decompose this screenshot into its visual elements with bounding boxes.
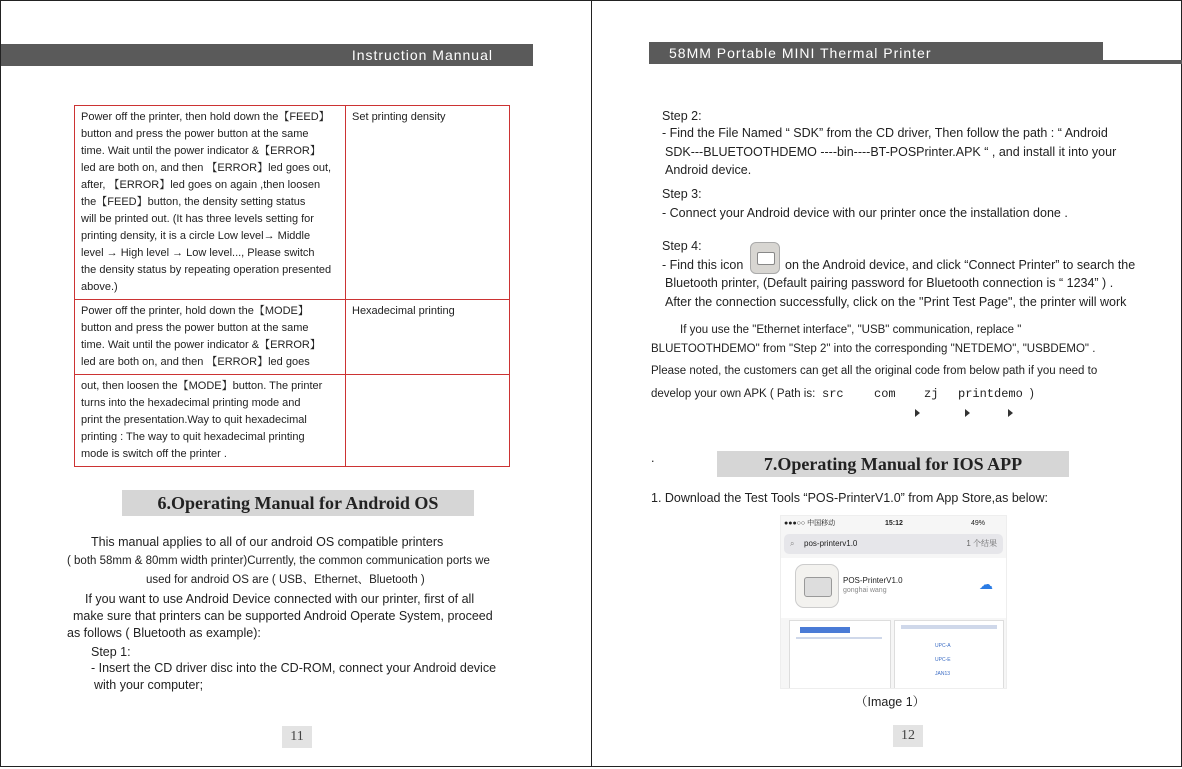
left-header-bar [1,44,533,66]
stray-dot: . [651,451,655,465]
ethernet-line: If you use the "Ethernet interface", "USB" communication, replace " [680,324,1022,336]
path-printdemo: printdemo [958,387,1023,401]
table-line: button and press the power button at the same [81,128,309,140]
barcode-type-item: UPC-A [935,643,951,649]
step2-label: Step 2: [662,109,702,123]
android-para-line: make sure that printers can be supported Android Operate System, proceed [73,609,493,623]
barcode-type-item: UPC-E [935,657,951,663]
ios-download-line: 1. Download the Test Tools “POS-PrinterV1.0” from App Store,as below: [651,491,1048,505]
right-page-number: 12 [893,725,923,747]
table-line: Power off the printer, then hold down the【FEED】 [81,111,330,123]
step1-line: - Insert the CD driver disc into the CD-ROM, connect your Android device [91,661,497,675]
image-caption: （Image 1） [855,695,926,709]
path-arrow-icon [915,409,920,417]
status-carrier: ●●●○○ 中国移动 [784,520,836,527]
settings-table [74,105,510,467]
left-page [0,0,592,767]
path-close: ) [1030,388,1034,400]
search-text: pos-printerv1.0 [804,539,858,548]
cloud-download-icon[interactable]: ☁ [979,576,993,592]
table-line: level → High level → Low level..., Please switch [81,247,315,259]
preview-screen-right [894,620,1004,689]
android-para-line: If you want to use Android Device connected with our printer, first of all [85,592,475,606]
table-cell-hex-label: Hexadecimal printing [346,300,510,375]
ethernet-line: develop your own APK ( Path is: [651,388,816,400]
step1-label: Step 1: [91,645,131,659]
step3-label: Step 3: [662,187,702,201]
search-input[interactable] [784,534,1003,554]
android-para-line: ( both 58mm & 80mm width printer)Currently, the common communication ports we [67,555,490,567]
step2-line: SDK---BLUETOOTHDEMO ----bin----BT-POSPrinter.APK “ , and install it into your [665,145,1117,159]
step3-line: - Connect your Android device with our printer once the installation done . [662,206,1068,220]
step4-line: After the connection successfully, click on the "Print Test Page", the printer will work [665,295,1127,309]
preview-screen-left [789,620,891,689]
table-line: turns into the hexadecimal printing mode and [81,397,301,409]
step4-line-start: - Find this icon [662,258,744,272]
ethernet-line: Please noted, the customers can get all the original code from below path if you need to [651,365,1098,377]
android-section-title: 6.Operating Manual for Android OS [122,490,474,516]
table-row [75,300,510,375]
step2-line: - Find the File Named “ SDK” from the CD driver, Then follow the path : “ Android [662,126,1108,140]
path-zj: zj [924,387,939,401]
step4-line: Bluetooth printer, (Default pairing password for Bluetooth connection is “ 1234” ) . [665,276,1114,290]
table-line: Power off the printer, hold down the【MODE】 [81,305,309,317]
table-line: will be printed out. (It has three levels setting for [81,213,314,225]
app-developer: gonghai wang [843,587,887,594]
barcode-type-item: JAN13 [935,671,951,677]
table-line: the【FEED】button, the density setting status [81,196,306,208]
app-icon [795,564,839,608]
table-line: time. Wait until the power indicator &【ERROR】 [81,145,321,157]
table-line: button and press the power button at the same [81,322,309,334]
ethernet-line: BLUETOOTHDEMO" from "Step 2" into the corresponding "NETDEMO", "USBDEMO" . [651,343,1096,355]
ios-section-title: 7.Operating Manual for IOS APP [717,451,1069,477]
result-count: 1 个结果 [966,539,997,548]
table-line: time. Wait until the power indicator &【ERROR】 [81,339,321,351]
table-cell-hex-description [75,300,346,375]
table-line: printing : The way to quit hexadecimal printing [81,431,305,443]
step2-line: Android device. [665,163,752,177]
table-row [75,375,510,467]
table-line: printing density, it is a circle Low level→ Middle [81,230,311,242]
path-com: com [874,387,896,401]
table-line: after, 【ERROR】led goes on again ,then loosen [81,179,321,191]
path-src: src [822,387,844,401]
app-store-screenshot [780,515,1007,689]
printer-app-icon [750,242,780,274]
table-line: out, then loosen the【MODE】button. The printer [81,380,323,392]
table-cell-density-label: Set printing density [346,106,510,300]
path-arrow-icon [965,409,970,417]
table-cell-empty [346,375,510,467]
app-result-row[interactable] [781,558,1006,618]
left-page-number: 11 [282,726,312,748]
table-row [75,106,510,300]
android-para-line: used for android OS are ( USB、Ethernet、Bluetooth ) [146,574,425,586]
right-header-title: 58MM Portable MINI Thermal Printer [669,45,932,61]
table-line: above.) [81,281,118,293]
step4-label: Step 4: [662,239,702,253]
table-line: print the presentation.Way to quit hexadecimal [81,414,307,426]
right-header-tail [1103,60,1182,64]
table-cell-density-description [75,106,346,300]
status-time: 15:12 [885,520,903,527]
search-icon: ⌕ [790,539,795,548]
table-line: mode is switch off the printer . [81,448,227,460]
path-arrow-icon [1008,409,1013,417]
table-line: the density status by repeating operation presented [81,264,332,276]
android-para-line: This manual applies to all of our android OS compatible printers [91,535,444,549]
step4-line-end: on the Android device, and click “Connect Printer” to search the [785,258,1136,272]
right-header-bar [649,42,1103,64]
step1-line: with your computer; [94,678,204,692]
table-line: led are both on, and then 【ERROR】led goes out, [81,162,332,174]
app-name: POS-PrinterV1.0 [843,576,903,585]
left-header-title: Instruction Mannual [351,47,493,63]
table-cell-hex-continued [75,375,346,467]
table-line: led are both on, and then 【ERROR】led goes [81,356,310,368]
status-battery: 49% [971,520,986,527]
status-bar [781,516,1006,532]
android-para-line: as follows ( Bluetooth as example): [67,626,261,640]
